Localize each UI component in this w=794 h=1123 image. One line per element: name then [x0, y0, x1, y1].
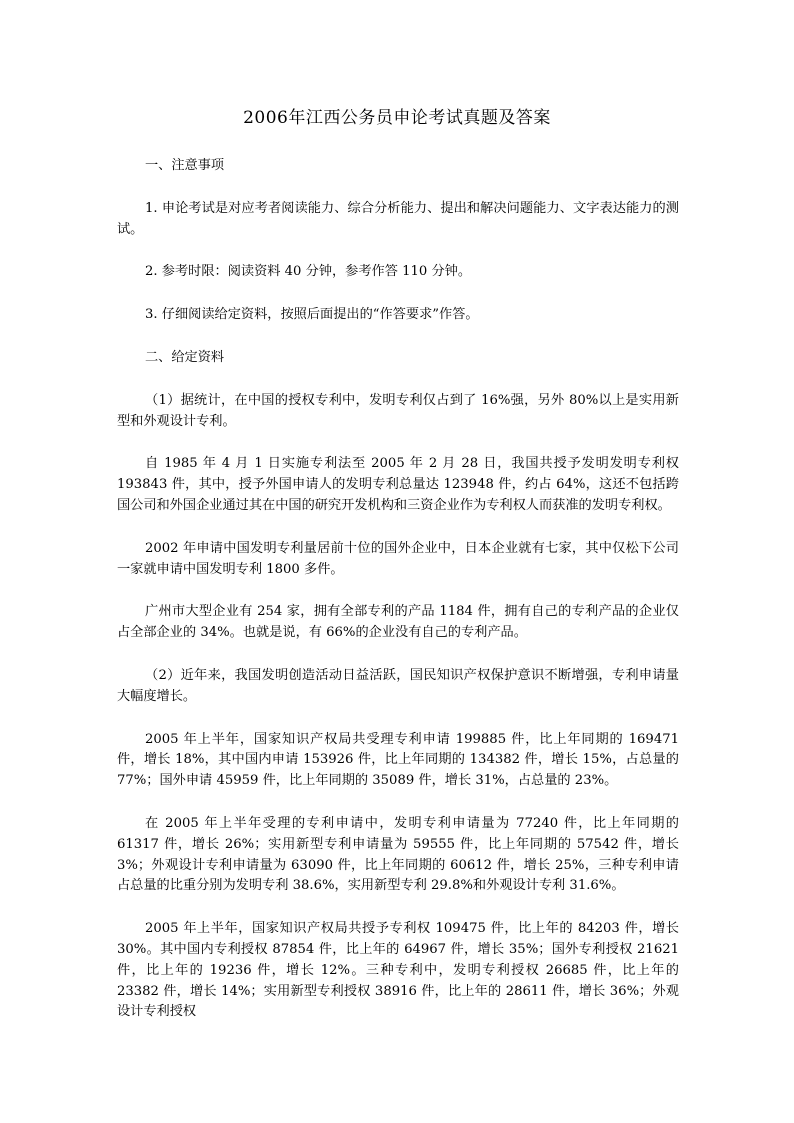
paragraph-note-1: 1. 申论考试是对应考者阅读能力、综合分析能力、提出和解决问题能力、文字表达能力的测试。 — [117, 200, 679, 237]
paragraph-material-1: （1）据统计，在中国的授权专利中，发明专利仅占到了 16%强，另外 80%以上是实用新型和外观设计专利。 — [117, 392, 679, 429]
paragraph-material-2: 自 1985 年 4 月 1 日实施专利法至 2005 年 2 月 28 日，我国共授予发明发明专利权 193843 件，其中，授予外国申请人的发明专利总量达 123948 件，约占 64%，这还不包括跨国公司和外国企业通过其在中国的研究开发机构和三资企业作为专利权人而获准的发明专利权。 — [117, 456, 679, 513]
section-heading-materials: 二、给定资料 — [145, 349, 225, 365]
document-title: 2006年江西公务员申论考试真题及答案 — [243, 108, 551, 128]
paragraph-material-8: 2005 年上半年，国家知识产权局共授予专利权 109475 件，比上年的 84203 件，增长 30%。其中国内专利授权 87854 件，比上年的 64967 件，增长 35%；国外专利授权 21621 件，比上年的 19236 件，增长 12%。三种专利中，发明专利授权 26685 件，比上年的 23382 件，增长 14%；实用新型专利授权 38916 件，比上年的 28611 件，增长 36%；外观设计专利授权 — [117, 921, 679, 1020]
paragraph-material-7: 在 2005 年上半年受理的专利申请中，发明专利申请量为 77240 件，比上年同期的 61317 件，增长 26%；实用新型专利申请量为 59555 件，比上年同期的 57542 件，增长 3%；外观设计专利申请量为 63090 件，比上年同期的 60612 件，增长 25%，三种专利申请占总量的比重分别为发明专利 38.6%，实用新型专利 29.8%和外观设计专利 31.6%。 — [117, 815, 679, 894]
paragraph-note-3: 3. 仔细阅读给定资料，按照后面提出的“作答要求”作答。 — [145, 307, 479, 323]
paragraph-material-5: （2）近年来，我国发明创造活动日益活跃，国民知识产权保护意识不断增强，专利申请量大幅度增长。 — [117, 667, 679, 704]
section-heading-notes: 一、注意事项 — [145, 158, 225, 173]
paragraph-material-4: 广州市大型企业有 254 家，拥有全部专利的产品 1184 件，拥有自己的专利产品的企业仅占全部企业的 34%。也就是说，有 66%的企业没有自己的专利产品。 — [117, 604, 679, 641]
document-body — [117, 156, 679, 1045]
paragraph-material-3: 2002 年申请中国发明专利量居前十位的国外企业中，日本企业就有七家，其中仅松下公司一家就申请中国发明专利 1800 多件。 — [117, 540, 679, 577]
paragraph-note-2: 2. 参考时限：阅读资料 40 分钟，参考作答 110 分钟。 — [145, 264, 472, 280]
paragraph-material-6: 2005 年上半年，国家知识产权局共受理专利申请 199885 件，比上年同期的 169471 件，增长 18%，其中国内申请 153926 件，比上年同期的 134382 件，增长 15%，占总量的 77%；国外申请 45959 件，比上年同期的 35089 件，增长 31%，占总量的 23%。 — [117, 731, 679, 789]
